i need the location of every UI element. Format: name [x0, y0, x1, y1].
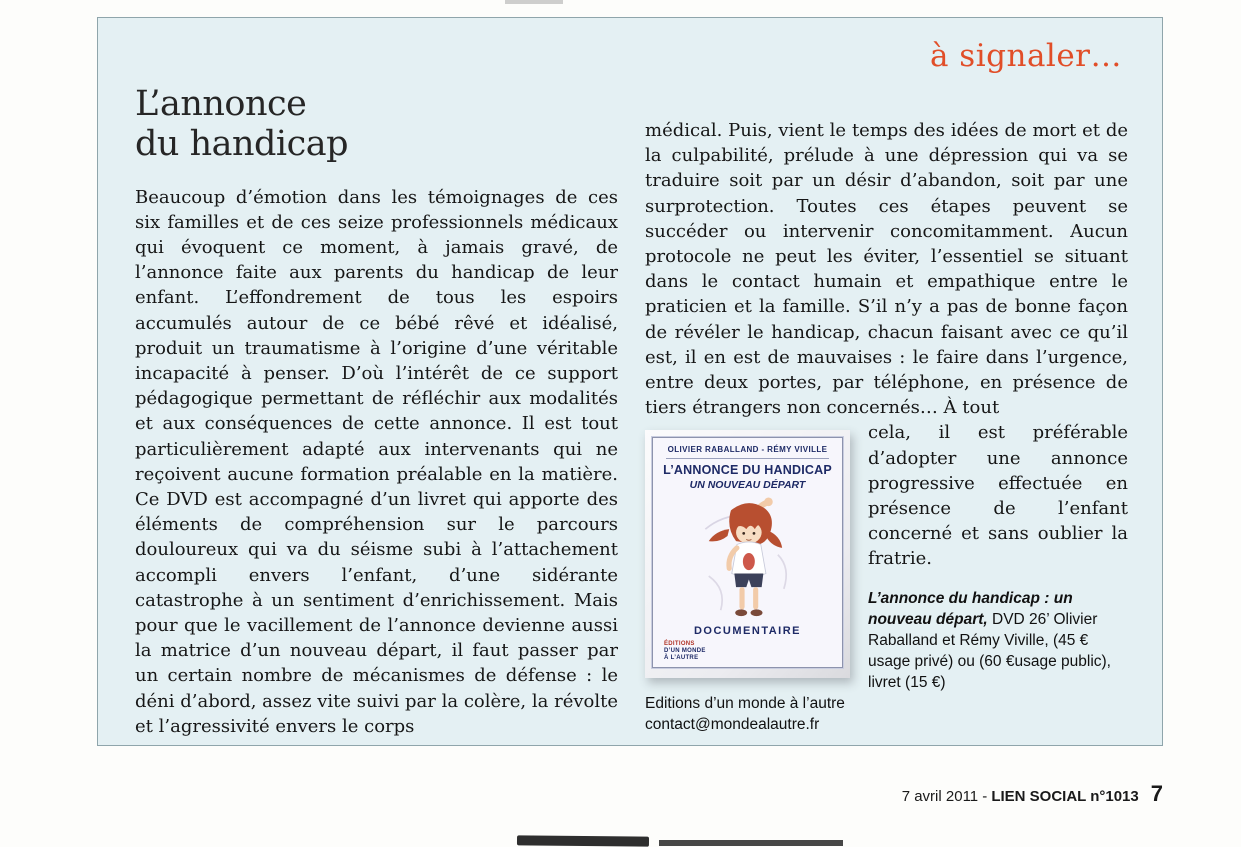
- caption-title: L’annonce du handicap : un nouveau départ,: [868, 589, 1073, 628]
- dvd-subtitle: UN NOUVEAU DÉPART: [689, 479, 806, 492]
- article-title-line1: L’annonce: [135, 84, 307, 124]
- scan-artifact: [659, 840, 843, 846]
- article-body-left: Beaucoup d’émotion dans les témoignages de ces six familles et de ces seize professionnels médicaux qui évoquent ce moment, à jamais gravé, de l’annonce faite aux parents du handicap de leur enfant. L’effondrement de tous les espoirs accumulés autour de ce bébé rêvé et idéalisé, produit un traumatisme à l’origine d’une véritable incapacité à penser. D’où l’intérêt de ce support pédagogique permettant de réfléchir aux modalités et aux conséquences de cette annonce. Il est tout particulièrement adapté aux intervenants qui ne reçoivent aucune formation préalable en la matière. Ce DVD est accompagné d’un livret qui apporte des éléments de compréhension sur le parcours douloureux qui va du séisme subi à l’attachement accompli envers l’enfant, d’une sidérante catastrophe à un sentiment d’enrichissement. Mais pour que le vacillement de l’annonce devienne aussi la matrice d’un nouveau départ, il faut passer par un certain nombre de mécanismes de défense : le déni d’abord, assez vite suivi par la colère, la révolte et l’agressivité envers le corps: [135, 186, 618, 737]
- dvd-publisher-line2: D’UN MONDE: [664, 648, 706, 655]
- left-column: [135, 82, 618, 739]
- article-body-right-2: cela, il est préférable d’adopter une annonce progressive effectuée en présence de l’enfant concerné et sans oublier la fratrie.: [868, 422, 1128, 570]
- footer-journal-name: LIEN SOCIAL n°1013: [991, 788, 1139, 805]
- article-title-line2: du handicap: [135, 124, 348, 165]
- caption-details: DVD 26’ Olivier Raballand et Rémy Viville, (45 € usage privé) ou (60 €usage public), livret (15 €): [868, 610, 1111, 691]
- page-footer: [902, 781, 1163, 807]
- dvd-publisher-line1: ÉDITIONS: [664, 641, 695, 648]
- right-column: [645, 82, 1128, 739]
- dvd-authors: OLIVIER RABALLAND - RÉMY VIVILLE: [667, 445, 828, 455]
- article-box: [97, 17, 1163, 746]
- dvd-rule: [666, 458, 829, 459]
- dvd-publisher-logo: [658, 641, 837, 662]
- section-header: à signaler…: [929, 38, 1122, 74]
- dvd-cover: [652, 437, 843, 668]
- dvd-genre: DOCUMENTAIRE: [693, 625, 801, 638]
- scan-artifact: [505, 0, 563, 4]
- caption-contact-email: contact@mondealautre.fr: [645, 715, 820, 733]
- article-title: [135, 84, 618, 165]
- footer-page-number: 7: [1150, 781, 1163, 806]
- article-columns: [135, 82, 1129, 739]
- footer-date: 7 avril 2011 -: [901, 788, 988, 805]
- scan-artifact: [517, 835, 649, 846]
- article-body-right-1: médical. Puis, vient le temps des idées de mort et de la culpabilité, prélude à une dépression qui va se traduire soit par un désir d’abandon, soit par une surprotection. Toutes ces étapes peuvent se succéder ou intervenir concomitamment. Aucun protocole ne peut les éviter, l’essentiel se situant dans le contact humain et empathique entre le praticien et la famille. S’il n’y a pas de bonne façon de révéler le handicap, chacun faisant avec ce qu’il est, il en est de mauvaises : le faire dans l’urgence, entre deux portes, par téléphone, en présence de tiers étrangers non concernés… À tout: [645, 120, 1128, 419]
- dvd-title: L’ANNONCE DU HANDICAP: [663, 463, 832, 478]
- dvd-girl-illustration: [673, 495, 823, 623]
- caption-publisher: Editions d’un monde à l’autre: [645, 694, 845, 712]
- dvd-cover-photo: [645, 430, 850, 678]
- dvd-publisher-line3: À L’AUTRE: [664, 655, 699, 662]
